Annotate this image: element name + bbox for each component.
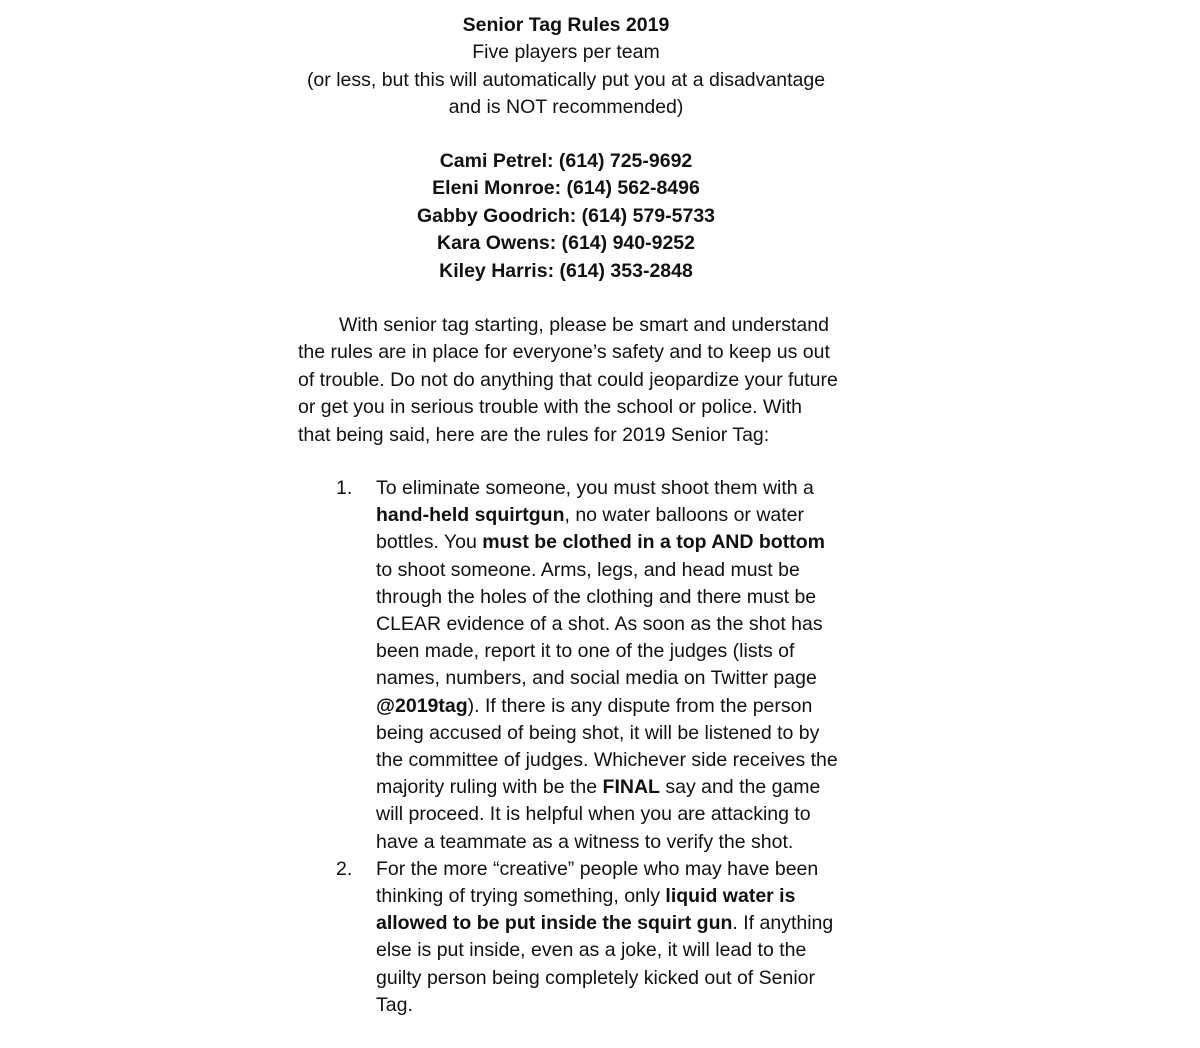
contact-entry: Kara Owens: (614) 940-9252: [437, 232, 695, 255]
team-size-note-line-1: (or less, but this will automatically put you at a disadvantage: [306, 68, 826, 91]
rule-emphasis: FINAL: [602, 776, 660, 799]
contact-entry: Kiley Harris: (614) 353-2848: [439, 259, 693, 282]
rule-item: [300, 475, 840, 856]
document-header: [300, 12, 832, 122]
rule-text-segment: , no water balloons or water bottles. You: [376, 504, 805, 554]
rule-text: [376, 856, 840, 1019]
rule-emphasis: must be clothed in a top AND bottom: [482, 531, 825, 554]
contact-entry: Eleni Monroe: (614) 562-8496: [432, 177, 700, 200]
document-title: Senior Tag Rules 2019: [462, 14, 670, 36]
judges-contact-list: [300, 148, 832, 285]
rule-text: [376, 475, 840, 856]
rule-emphasis: liquid water is allowed to be put inside the squirt gun: [376, 885, 796, 935]
contact-entry: Cami Petrel: (614) 725-9692: [439, 150, 693, 172]
rule-text-segment: . If anything else is put inside, even as a joke, it will lead to the guilty person being completely kicked out of Senior Tag.: [376, 912, 834, 1016]
rule-number: 1.: [336, 477, 353, 499]
rule-text-segment: To eliminate someone, you must shoot them with a: [376, 477, 814, 499]
rule-item: [300, 856, 840, 1019]
rules-list: [300, 475, 840, 1019]
rule-text-segment: to shoot someone. Arms, legs, and head must be through the holes of the clothing and there must be CLEAR evidence of a shot. As soon as the shot has been made, report it to one of the judges (lists of names, numbers, and social media on Twitter page: [376, 558, 823, 690]
intro-paragraph: With senior tag starting, please be smart and understand the rules are in place for everyone’s safety and to keep us out of trouble. Do not do anything that could jeopardize your future or get you in serious trouble with the school or police. With that being said, here are the rules for 2019 Senior Tag:: [298, 314, 838, 446]
rule-number: 2.: [336, 857, 353, 880]
rule-text-segment: ). If there is any dispute from the person being accused of being shot, it will be listened to by the committee of judges. Whichever side receives the majority ruling with be the: [376, 694, 838, 799]
rule-emphasis: hand-held squirtgun: [376, 504, 565, 527]
twitter-handle: @2019tag: [376, 694, 468, 717]
team-size-line: Five players per team: [472, 41, 660, 64]
team-size-note-line-2: and is NOT recommended): [448, 96, 684, 119]
contact-entry: Gabby Goodrich: (614) 579-5733: [416, 204, 716, 227]
rule-text-segment: say and the game will proceed. It is helpful when you are attacking to have a teammate as a witness to verify the shot.: [376, 776, 821, 853]
rule-text-segment: For the more “creative” people who may have been thinking of trying something, only: [376, 857, 819, 908]
